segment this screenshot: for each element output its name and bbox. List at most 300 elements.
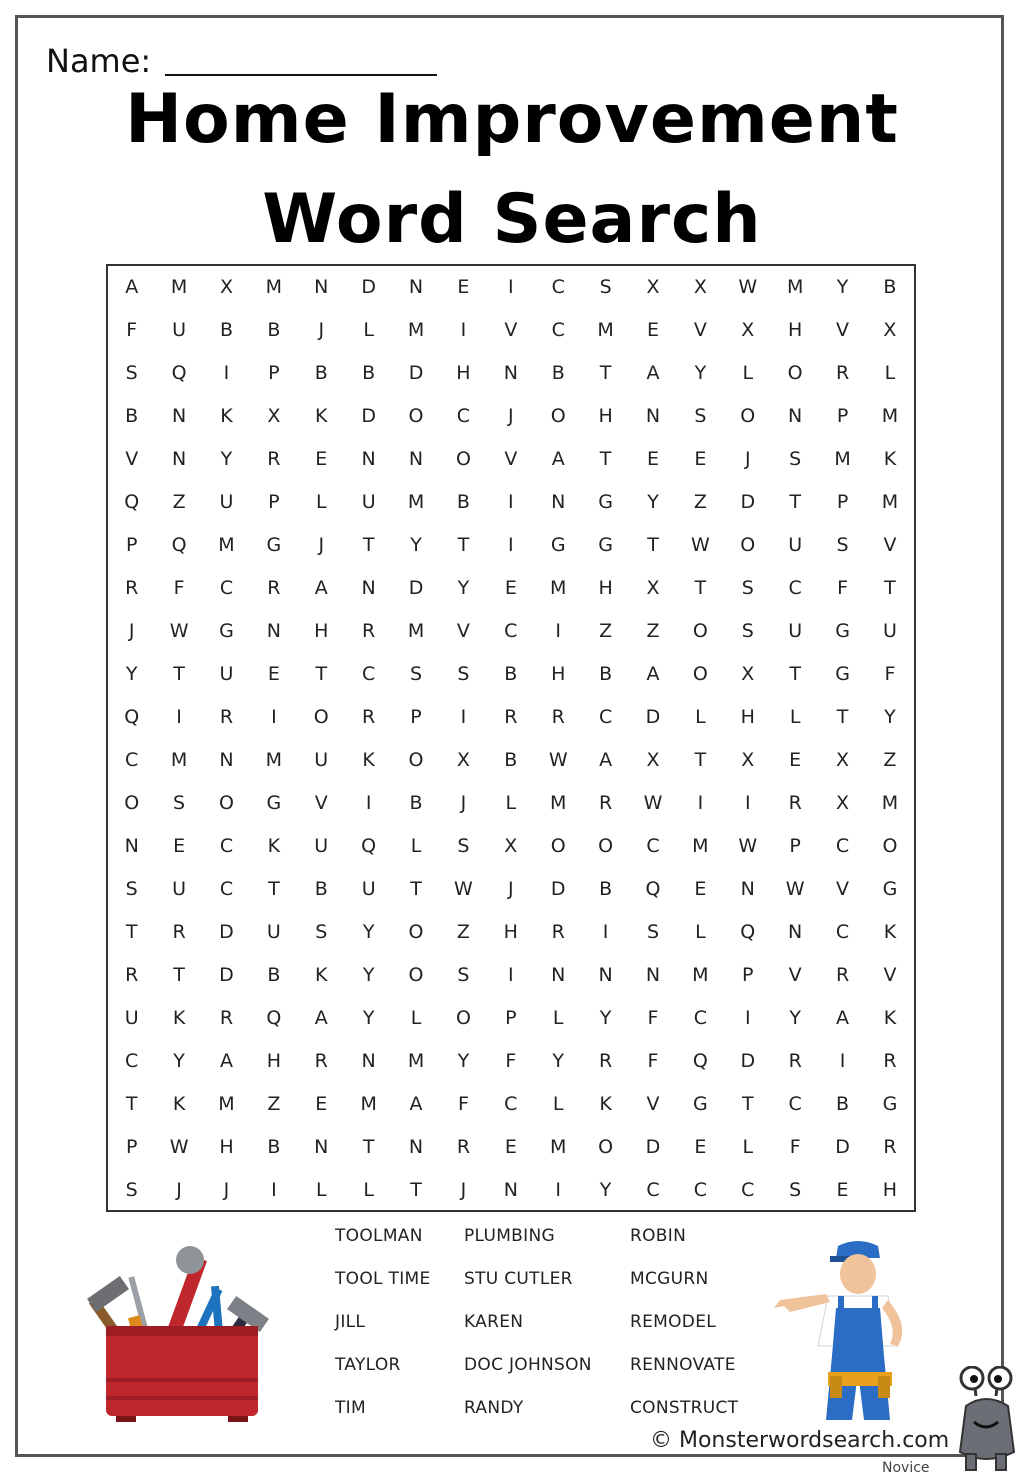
grid-cell[interactable]: E [646,448,659,470]
grid-cell[interactable]: E [789,749,802,771]
grid-cell[interactable]: N [503,1179,518,1201]
grid-cell[interactable]: V [836,319,850,341]
grid-cell[interactable]: R [125,964,139,986]
grid-cell[interactable]: R [883,1136,897,1158]
name-input-line[interactable] [165,74,437,76]
grid-cell[interactable]: J [508,878,514,900]
grid-cell[interactable]: P [410,706,422,728]
grid-cell[interactable]: V [125,448,139,470]
grid-cell[interactable]: R [883,1050,897,1072]
grid-cell[interactable]: F [457,1093,469,1115]
grid-cell[interactable]: J [223,1179,230,1201]
grid-cell[interactable]: E [836,1179,849,1201]
grid-cell[interactable]: Y [694,362,707,384]
grid-cell[interactable]: A [314,1007,328,1029]
grid-cell[interactable]: H [598,405,613,427]
grid-cell[interactable]: B [504,749,518,771]
grid-cell[interactable]: F [837,577,849,599]
grid-cell[interactable]: K [883,448,897,470]
grid-cell[interactable]: J [744,448,751,470]
grid-cell[interactable]: X [741,749,755,771]
grid-cell[interactable]: V [456,620,470,642]
grid-cell[interactable]: X [456,749,470,771]
grid-cell[interactable]: U [219,491,234,513]
grid-cell[interactable]: K [883,921,897,943]
grid-cell[interactable]: U [361,491,376,513]
grid-cell[interactable]: H [219,1136,234,1158]
grid-cell[interactable]: T [125,921,138,943]
grid-cell[interactable]: U [314,835,329,857]
grid-cell[interactable]: R [456,1136,471,1158]
grid-cell[interactable]: D [740,1050,756,1072]
grid-cell[interactable]: Y [457,1050,470,1072]
grid-cell[interactable]: X [646,577,660,599]
grid-cell[interactable]: N [314,276,329,298]
grid-cell[interactable]: D [361,276,376,298]
grid-cell[interactable]: T [410,1179,422,1201]
grid-cell[interactable]: W [454,878,473,900]
grid-cell[interactable]: Y [125,663,138,685]
grid-cell[interactable]: D [645,706,661,728]
grid-cell[interactable]: T [836,706,849,728]
grid-cell[interactable]: G [835,620,850,642]
grid-cell[interactable]: L [742,362,754,384]
grid-cell[interactable]: O [455,1007,471,1029]
grid-cell[interactable]: M [170,276,188,298]
grid-cell[interactable]: R [267,577,281,599]
grid-cell[interactable]: G [598,534,613,556]
grid-cell[interactable]: M [881,491,899,513]
grid-cell[interactable]: Y [362,1007,375,1029]
grid-cell[interactable]: N [503,362,518,384]
grid-cell[interactable]: M [550,1136,567,1158]
grid-cell[interactable]: D [361,405,376,427]
grid-cell[interactable]: E [504,577,517,599]
grid-cell[interactable]: A [409,1093,423,1115]
grid-cell[interactable]: I [555,620,562,642]
grid-cell[interactable]: D [835,1136,850,1158]
grid-cell[interactable]: R [551,921,565,943]
grid-cell[interactable]: A [836,1007,850,1029]
grid-cell[interactable]: I [839,1050,846,1072]
grid-cell[interactable]: J [128,620,135,642]
grid-cell[interactable]: R [835,362,850,384]
grid-cell[interactable]: B [504,663,518,685]
grid-cell[interactable]: V [504,319,518,341]
grid-cell[interactable]: E [694,1136,707,1158]
grid-cell[interactable]: S [599,276,612,298]
grid-cell[interactable]: M [550,792,567,814]
grid-cell[interactable]: W [785,878,805,900]
grid-cell[interactable]: I [697,792,704,814]
grid-cell[interactable]: R [267,448,281,470]
grid-cell[interactable]: X [836,792,850,814]
grid-cell[interactable]: F [647,1007,659,1029]
grid-cell[interactable]: D [408,577,424,599]
grid-cell[interactable]: G [266,792,282,814]
grid-cell[interactable]: P [125,534,138,556]
grid-cell[interactable]: I [176,706,182,728]
grid-cell[interactable]: L [505,792,517,814]
grid-cell[interactable]: U [172,878,187,900]
grid-cell[interactable]: I [508,534,514,556]
grid-cell[interactable]: V [504,448,518,470]
grid-cell[interactable]: R [362,706,376,728]
grid-cell[interactable]: X [219,276,233,298]
grid-cell[interactable]: M [692,964,709,986]
grid-cell[interactable]: N [361,577,376,599]
grid-cell[interactable]: M [407,319,425,341]
grid-cell[interactable]: H [551,663,566,685]
grid-cell[interactable]: W [738,835,758,857]
grid-cell[interactable]: O [598,1136,614,1158]
grid-cell[interactable]: B [267,964,281,986]
grid-cell[interactable]: U [788,620,803,642]
grid-cell[interactable]: S [125,1179,138,1201]
grid-cell[interactable]: Z [456,921,470,943]
grid-cell[interactable]: C [551,276,565,298]
grid-cell[interactable]: Z [693,491,707,513]
grid-cell[interactable]: J [460,792,467,814]
grid-cell[interactable]: U [172,319,187,341]
grid-cell[interactable]: P [125,1136,138,1158]
grid-cell[interactable]: W [643,792,663,814]
grid-cell[interactable]: T [741,1093,754,1115]
grid-cell[interactable]: M [218,534,235,556]
grid-cell[interactable]: I [223,362,230,384]
grid-cell[interactable]: O [692,620,708,642]
grid-cell[interactable]: Y [362,921,375,943]
grid-cell[interactable]: E [694,448,707,470]
grid-cell[interactable]: K [599,1093,612,1115]
grid-cell[interactable]: Q [124,491,140,513]
grid-cell[interactable]: D [740,491,756,513]
grid-cell[interactable]: T [173,964,185,986]
grid-cell[interactable]: O [740,405,756,427]
grid-cell[interactable]: N [171,405,187,427]
grid-cell[interactable]: O [882,835,898,857]
grid-cell[interactable]: W [738,276,758,298]
grid-cell[interactable]: F [126,319,138,341]
grid-cell[interactable]: D [219,921,234,943]
grid-cell[interactable]: O [787,362,803,384]
grid-cell[interactable]: F [173,577,185,599]
grid-cell[interactable]: L [363,319,374,341]
grid-cell[interactable]: N [598,964,613,986]
grid-cell[interactable]: K [267,835,281,857]
grid-cell[interactable]: Z [883,749,897,771]
grid-cell[interactable]: N [314,1136,329,1158]
grid-cell[interactable]: S [457,964,470,986]
grid-cell[interactable]: N [551,964,566,986]
grid-cell[interactable]: J [318,534,325,556]
grid-cell[interactable]: C [788,577,802,599]
grid-cell[interactable]: S [836,534,849,556]
grid-cell[interactable]: O [218,792,234,814]
grid-cell[interactable]: Q [171,362,187,384]
grid-cell[interactable]: I [460,319,467,341]
grid-cell[interactable]: X [267,405,281,427]
grid-cell[interactable]: M [881,792,899,814]
grid-cell[interactable]: U [882,620,897,642]
grid-cell[interactable]: M [265,749,283,771]
grid-cell[interactable]: W [169,620,189,642]
grid-cell[interactable]: T [647,534,659,556]
grid-cell[interactable]: J [508,405,514,427]
grid-cell[interactable]: C [504,620,518,642]
grid-cell[interactable]: T [599,362,612,384]
grid-cell[interactable]: N [266,620,281,642]
grid-cell[interactable]: U [124,1007,139,1029]
grid-cell[interactable]: M [881,405,899,427]
grid-cell[interactable]: S [789,448,802,470]
grid-cell[interactable]: O [550,835,566,857]
grid-cell[interactable]: X [741,319,755,341]
grid-cell[interactable]: O [408,749,424,771]
grid-cell[interactable]: Q [645,878,661,900]
grid-cell[interactable]: S [125,878,138,900]
grid-cell[interactable]: Y [552,1050,565,1072]
grid-cell[interactable]: D [408,362,424,384]
grid-cell[interactable]: B [314,878,328,900]
grid-cell[interactable]: T [362,534,375,556]
grid-cell[interactable]: O [124,792,140,814]
grid-cell[interactable]: Y [836,276,849,298]
grid-cell[interactable]: H [314,620,329,642]
grid-cell[interactable]: O [550,405,566,427]
grid-cell[interactable]: L [410,1007,422,1029]
grid-cell[interactable]: C [362,663,376,685]
grid-cell[interactable]: N [645,405,661,427]
grid-cell[interactable]: B [314,362,328,384]
grid-cell[interactable]: R [551,706,565,728]
grid-cell[interactable]: Z [646,620,660,642]
grid-cell[interactable]: M [360,1093,377,1115]
grid-cell[interactable]: M [407,1050,425,1072]
grid-cell[interactable]: I [365,792,372,814]
grid-cell[interactable]: C [646,1179,660,1201]
grid-cell[interactable]: E [267,663,280,685]
grid-cell[interactable]: K [172,1007,186,1029]
grid-cell[interactable]: R [788,1050,802,1072]
grid-cell[interactable]: V [314,792,328,814]
grid-cell[interactable]: D [645,1136,661,1158]
grid-cell[interactable]: R [314,1050,328,1072]
grid-cell[interactable]: G [266,534,282,556]
grid-cell[interactable]: H [503,921,518,943]
grid-cell[interactable]: X [646,276,660,298]
grid-cell[interactable]: F [647,1050,659,1072]
grid-cell[interactable]: C [835,835,850,857]
grid-cell[interactable]: B [125,405,139,427]
grid-cell[interactable]: Y [220,448,233,470]
grid-cell[interactable]: C [219,878,234,900]
grid-cell[interactable]: C [646,835,660,857]
grid-cell[interactable]: O [740,534,756,556]
grid-cell[interactable]: R [599,792,613,814]
grid-cell[interactable]: L [315,1179,327,1201]
grid-cell[interactable]: M [407,491,425,513]
grid-cell[interactable]: R [835,964,850,986]
grid-cell[interactable]: O [692,663,708,685]
grid-cell[interactable]: W [548,749,568,771]
grid-cell[interactable]: A [314,577,328,599]
grid-cell[interactable]: Y [457,577,470,599]
grid-cell[interactable]: P [268,491,280,513]
grid-cell[interactable]: Q [266,1007,282,1029]
grid-cell[interactable]: L [552,1007,564,1029]
grid-cell[interactable]: C [598,706,613,728]
grid-cell[interactable]: N [408,448,424,470]
grid-cell[interactable]: O [408,964,424,986]
grid-cell[interactable]: Z [172,491,186,513]
grid-cell[interactable]: S [457,663,470,685]
grid-cell[interactable]: C [125,1050,139,1072]
grid-cell[interactable]: T [884,577,896,599]
grid-cell[interactable]: E [694,878,707,900]
grid-cell[interactable]: L [742,1136,754,1158]
grid-cell[interactable]: Q [361,835,377,857]
grid-cell[interactable]: W [169,1136,189,1158]
grid-cell[interactable]: J [460,1179,467,1201]
grid-cell[interactable]: T [315,663,328,685]
grid-cell[interactable]: B [883,276,897,298]
grid-cell[interactable]: Y [789,1007,801,1029]
grid-cell[interactable]: B [599,878,613,900]
grid-cell[interactable]: U [361,878,376,900]
grid-cell[interactable]: H [266,1050,282,1072]
grid-cell[interactable]: I [508,276,514,298]
grid-cell[interactable]: S [173,792,186,814]
grid-cell[interactable]: V [693,319,707,341]
grid-cell[interactable]: R [172,921,186,943]
grid-cell[interactable]: S [125,362,138,384]
grid-cell[interactable]: P [268,362,280,384]
grid-cell[interactable]: O [598,835,614,857]
grid-cell[interactable]: F [884,663,896,685]
grid-cell[interactable]: T [694,577,707,599]
grid-cell[interactable]: C [125,749,139,771]
grid-cell[interactable]: Y [599,1007,612,1029]
grid-cell[interactable]: X [836,749,850,771]
grid-cell[interactable]: I [271,706,277,728]
grid-cell[interactable]: C [693,1007,708,1029]
grid-cell[interactable]: M [170,749,188,771]
grid-cell[interactable]: T [362,1136,375,1158]
grid-cell[interactable]: E [504,1136,517,1158]
grid-cell[interactable]: I [271,1179,277,1201]
grid-cell[interactable]: T [268,878,280,900]
grid-cell[interactable]: R [219,1007,234,1029]
grid-cell[interactable]: F [789,1136,801,1158]
grid-cell[interactable]: J [176,1179,182,1201]
grid-cell[interactable]: R [362,620,376,642]
grid-cell[interactable]: L [410,835,422,857]
grid-cell[interactable]: M [218,1093,235,1115]
grid-cell[interactable]: G [882,1093,898,1115]
grid-cell[interactable]: R [219,706,234,728]
grid-cell[interactable]: C [504,1093,518,1115]
grid-cell[interactable]: E [315,448,328,470]
grid-cell[interactable]: V [788,964,802,986]
grid-cell[interactable]: B [219,319,233,341]
grid-cell[interactable]: Y [647,491,659,513]
grid-cell[interactable]: B [551,362,565,384]
grid-cell[interactable]: L [884,362,896,384]
grid-cell[interactable]: Q [124,706,140,728]
grid-cell[interactable]: M [597,319,614,341]
grid-cell[interactable]: P [836,491,849,513]
grid-cell[interactable]: U [219,663,234,685]
grid-cell[interactable]: K [883,1007,897,1029]
grid-cell[interactable]: S [694,405,707,427]
grid-cell[interactable]: K [315,405,328,427]
grid-cell[interactable]: N [740,878,755,900]
grid-cell[interactable]: D [219,964,234,986]
grid-cell[interactable]: Q [171,534,187,556]
grid-cell[interactable]: V [836,878,850,900]
grid-cell[interactable]: T [125,1093,138,1115]
grid-cell[interactable]: W [690,534,710,556]
grid-cell[interactable]: N [361,448,376,470]
grid-cell[interactable]: X [883,319,897,341]
grid-cell[interactable]: B [362,362,376,384]
grid-cell[interactable]: T [599,448,612,470]
grid-cell[interactable]: N [645,964,661,986]
grid-cell[interactable]: X [741,663,755,685]
grid-cell[interactable]: P [836,405,849,427]
grid-cell[interactable]: C [551,319,565,341]
grid-cell[interactable]: J [318,319,325,341]
grid-cell[interactable]: C [788,1093,802,1115]
grid-cell[interactable]: G [598,491,613,513]
grid-cell[interactable]: O [455,448,471,470]
grid-cell[interactable]: M [786,276,804,298]
grid-cell[interactable]: U [788,534,803,556]
grid-cell[interactable]: M [407,620,425,642]
grid-cell[interactable]: S [741,577,754,599]
grid-cell[interactable]: Z [599,620,613,642]
grid-cell[interactable]: K [172,1093,186,1115]
grid-cell[interactable]: M [550,577,567,599]
grid-cell[interactable]: R [504,706,518,728]
grid-cell[interactable]: O [408,921,424,943]
grid-cell[interactable]: M [834,448,851,470]
grid-cell[interactable]: T [789,491,801,513]
grid-cell[interactable]: Q [740,921,756,943]
grid-cell[interactable]: L [789,706,801,728]
grid-cell[interactable]: I [744,792,751,814]
grid-cell[interactable]: K [315,964,328,986]
grid-cell[interactable]: I [508,964,514,986]
grid-cell[interactable]: O [313,706,329,728]
grid-cell[interactable]: U [266,921,281,943]
grid-cell[interactable]: N [408,276,424,298]
grid-cell[interactable]: V [883,964,897,986]
grid-cell[interactable]: L [695,921,706,943]
grid-cell[interactable]: A [646,362,660,384]
grid-cell[interactable]: E [315,1093,328,1115]
grid-cell[interactable]: N [171,448,187,470]
grid-cell[interactable]: B [267,1136,281,1158]
grid-cell[interactable]: S [646,921,660,943]
grid-cell[interactable]: X [646,749,660,771]
grid-cell[interactable]: E [646,319,659,341]
grid-cell[interactable]: N [361,1050,376,1072]
grid-cell[interactable]: P [789,835,801,857]
grid-cell[interactable]: G [835,663,850,685]
grid-cell[interactable]: B [599,663,613,685]
